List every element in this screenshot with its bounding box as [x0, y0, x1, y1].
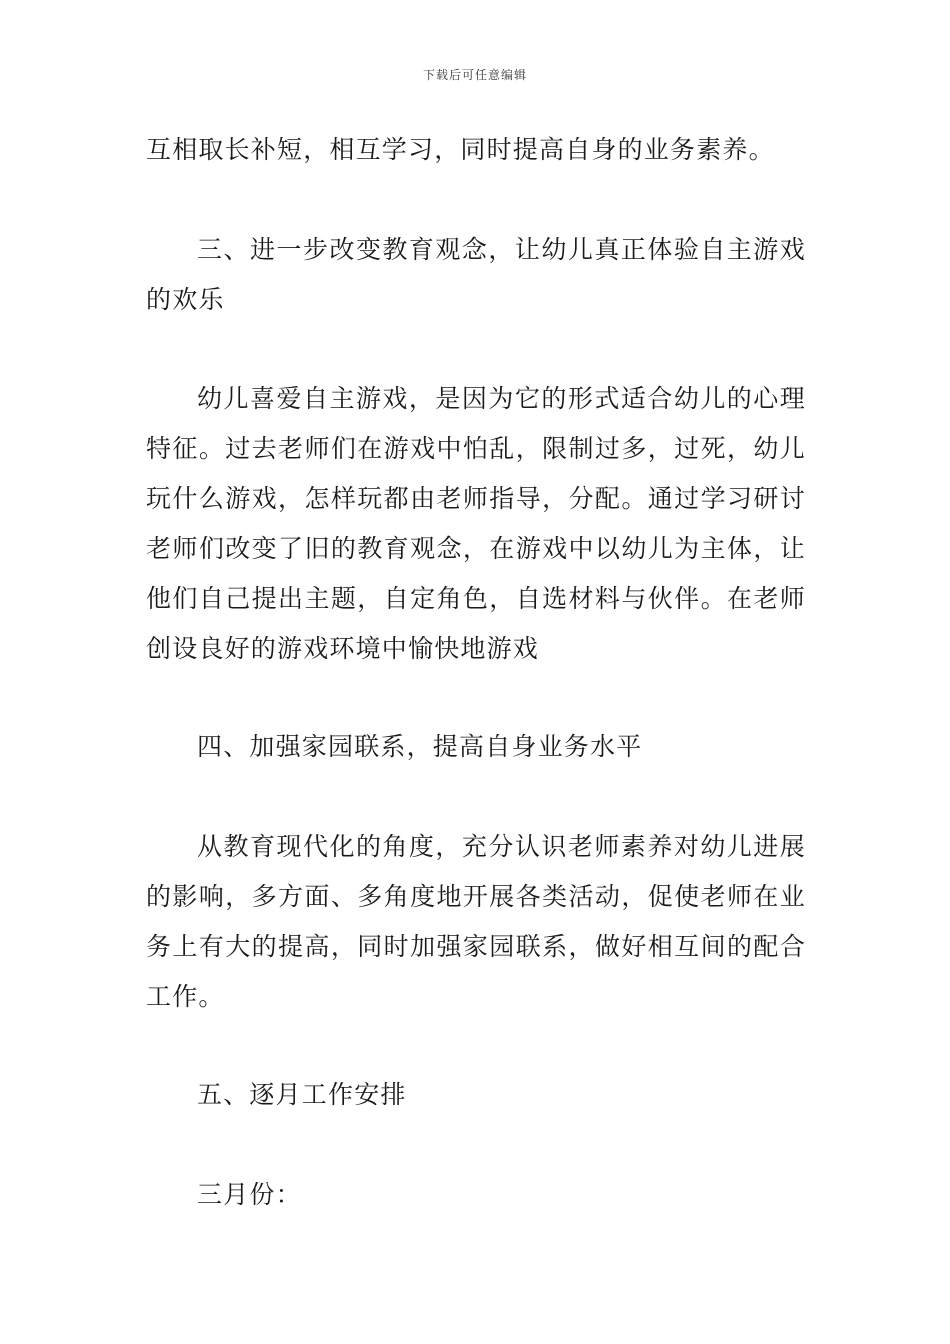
paragraph-teacher-quality: 从教育现代化的角度，充分认识老师素养对幼儿进展的影响，多方面、多角度地开展各类活动，促使老师在业务上有大的提高，同时加强家园联系，做好相互间的配合工作。 — [146, 832, 806, 1011]
month-label-march: 三月份： — [197, 1180, 302, 1209]
section-heading-five: 五、逐月工作安排 — [197, 1080, 407, 1109]
paragraph-continuation: 互相取长补短，相互学习，同时提高自身的业务素养。 — [146, 135, 775, 164]
section-heading-four: 四、加强家园联系，提高自身业务水平 — [197, 732, 643, 761]
paragraph-free-play: 幼儿喜爱自主游戏，是因为它的形式适合幼儿的心理特征。过去老师们在游戏中怕乱，限制过多，过死，幼儿玩什么游戏，怎样玩都由老师指导，分配。通过学习研讨老师们改变了旧的教育观念，在游戏中以幼儿为主体，让他们自己提出主题，自定角色，自选材料与伙伴。在老师创设良好的游戏环境中愉快地游戏 — [146, 384, 806, 663]
section-heading-three: 三、进一步改变教育观念，让幼儿真正体验自主游戏的欢乐 — [146, 235, 806, 314]
page-header-note: 下载后可任意编辑 — [422, 68, 527, 82]
